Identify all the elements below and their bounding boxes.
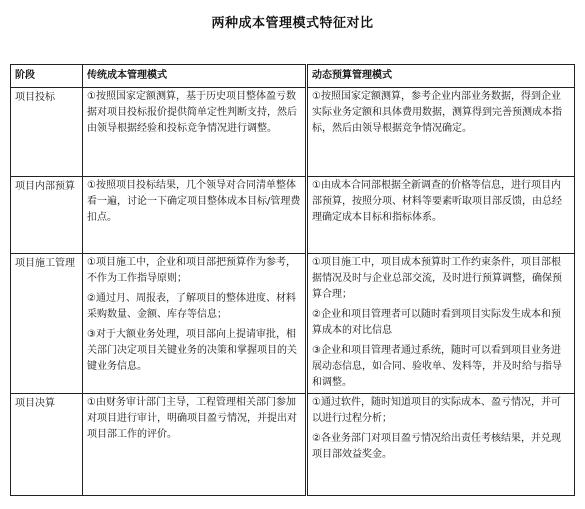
traditional-item: ①按照国家定额测算，基于历史项目整体盈亏数据对项目投标报价提供简单定性判断支持，然后由领导根据经验和投标竞争情况进行调整。 <box>87 91 297 134</box>
table-row <box>11 177 575 254</box>
dynamic-item: ①项目施工中，项目成本预算时工作约束条件，项目部根据情况及时与企业总部交流，及时进行预算调整，确保预算合理； <box>312 257 562 300</box>
header-stage: 阶段 <box>11 65 83 88</box>
table-row <box>11 394 575 496</box>
comparison-table <box>10 64 575 496</box>
traditional-cell <box>83 177 307 254</box>
header-traditional: 传统成本管理模式 <box>83 65 307 88</box>
traditional-cell <box>83 394 307 496</box>
header-dynamic: 动态预算管理模式 <box>307 65 575 88</box>
traditional-cell <box>83 88 307 177</box>
traditional-item: ①按照项目投标结果，几个领导对合同清单整体看一遍，讨论一下确定项目整体成本目标/管理费扣点。 <box>87 180 301 223</box>
dynamic-item: ①按照国家定额测算，参考企业内部业务数据，得到企业实际业务定额和具体费用数据，测算得到完善预测成本指标，然后由领导根据竞争情况确定。 <box>312 91 562 134</box>
traditional-item: ①项目施工中，企业和项目部把预算作为参考，不作为工作指导原则； <box>87 257 296 284</box>
table-row <box>11 88 575 177</box>
stage-cell: 项目投标 <box>11 88 83 177</box>
traditional-item: ③对于大额业务处理，项目部向上提请审批，相关部门决定项目关键业务的决策和掌握项目的关键业务信息。 <box>87 329 297 372</box>
dynamic-item: ①由成本合同部根据全新调查的价格等信息，进行项目内部预算，按照分项、材料等要素听取项目部反馈，由总经理确定成本目标和指标体系。 <box>312 180 562 223</box>
traditional-item: ①由财务审计部门主导，工程管理相关部门参加对项目进行审计，明确项目盈亏情况，并提出对项目部工作的评价。 <box>87 397 297 440</box>
dynamic-item: ②企业和项目管理者可以随时看到项目实际发生成本和预算成本的对比信息 <box>312 309 561 336</box>
dynamic-cell <box>307 394 575 496</box>
dynamic-cell <box>307 88 575 177</box>
stage-cell: 项目内部预算 <box>11 177 83 254</box>
traditional-cell <box>83 254 307 394</box>
traditional-item: ②通过月、周报表，了解项目的整体进度、材料采购数量、金额、库存等信息； <box>87 293 296 320</box>
stage-cell: 项目施工管理 <box>11 254 83 394</box>
dynamic-item: ③企业和项目管理者通过系统，随时可以看到项目业务进展动态信息，如合同、验收单、发料等，并及时给与指导和调整。 <box>312 345 562 388</box>
document-title: 两种成本管理模式特征对比 <box>211 16 374 31</box>
dynamic-cell <box>307 177 575 254</box>
stage-cell: 项目决算 <box>11 394 83 496</box>
dynamic-item: ②各业务部门对项目盈亏情况给出责任考核结果，并兑现项目部效益奖金。 <box>312 433 561 460</box>
table-header-row <box>11 65 575 88</box>
dynamic-cell <box>307 254 575 394</box>
table-row <box>11 254 575 394</box>
dynamic-item: ①通过软件，随时知道项目的实际成本、盈亏情况，并可以进行过程分析； <box>312 397 561 424</box>
